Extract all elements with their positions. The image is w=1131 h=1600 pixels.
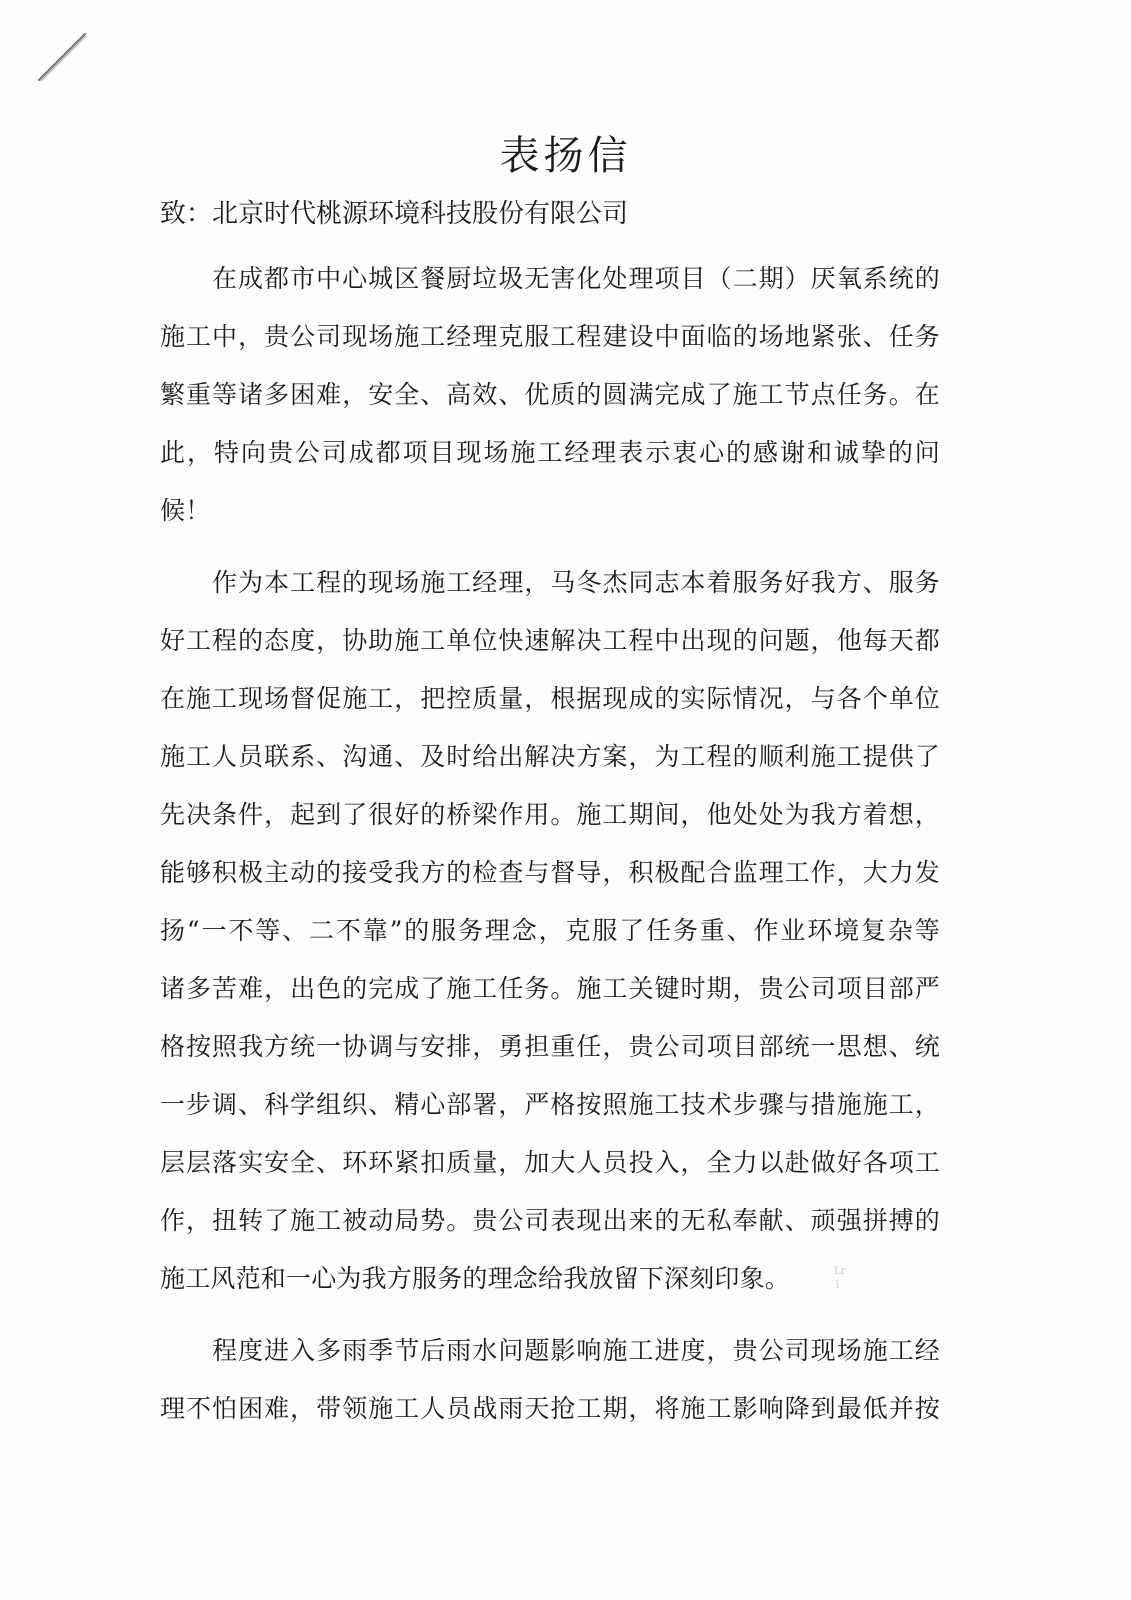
paragraph-line: 格按照我方统一协调与安排，勇担重任，贵公司项目部统一思想、统 [160,1032,940,1061]
letter-paragraph [160,554,940,1308]
paragraph-line: 在成都市中心城区餐厨垃圾无害化处理项目（二期）厌氧系统的 [212,264,940,293]
paragraph-line: 好工程的态度，协助施工单位快速解决工程中出现的问题，他每天都 [160,626,940,655]
paragraph-line: 施工人员联系、沟通、及时给出解决方案，为工程的顺利施工提供了 [160,742,940,771]
paragraph-line: 扬“一不等、二不靠”的服务理念，克服了任务重、作业环境复杂等 [160,916,940,945]
letter-recipient: 致：北京时代桃源环境科技股份有限公司 [160,199,629,229]
paragraph-line: 施工中，贵公司现场施工经理克服工程建设中面临的场地紧张、任务 [160,322,940,351]
letter-body [160,250,940,1452]
paragraph-line: 层层落实安全、环环紧扣质量，加大人员投入，全力以赴做好各项工 [160,1148,940,1177]
paragraph-line: 能够积极主动的接受我方的检查与督导，积极配合监理工作，大力发 [160,858,940,887]
paragraph-line: 作，扭转了施工被动局势。贵公司表现出来的无私奉献、顽强拼搏的 [160,1206,940,1235]
paragraph-line: 诸多苦难，出色的完成了施工任务。施工关键时期，贵公司项目部严 [160,974,940,1003]
paragraph-line: 程度进入多雨季节后雨水问题影响施工进度，贵公司现场施工经 [212,1336,940,1365]
pen-stroke-mark [35,30,91,86]
paragraph-line: 此，特向贵公司成都项目现场施工经理表示衷心的感谢和诚挚的问 [160,438,940,467]
paragraph-line: 理不怕困难，带领施工人员战雨天抢工期，将施工影响降到最低并按 [160,1394,940,1423]
letter-title: 表扬信 [499,133,632,179]
paragraph-line: 先决条件，起到了很好的桥梁作用。施工期间，他处处为我方着想， [160,800,940,829]
letter-paragraph [160,250,940,540]
paragraph-line: 在施工现场督促施工，把控质量，根据现成的实际情况，与各个单位 [160,684,940,713]
svg-text:Lr: Lr [834,1266,846,1277]
paragraph-line: 作为本工程的现场施工经理，马冬杰同志本着服务好我方、服务 [212,568,940,597]
paragraph-line: 一步调、科学组织、精心部署，严格按照施工技术步骤与措施施工， [160,1090,940,1119]
faint-stamp-mark [832,1262,854,1292]
paragraph-line: 候！ [160,496,211,525]
svg-text:ī: ī [836,1280,840,1291]
letter-paragraph [160,1322,940,1438]
paragraph-line: 繁重等诸多困难，安全、高效、优质的圆满完成了施工节点任务。在 [160,380,940,409]
paragraph-line: 施工风范和一心为我方服务的理念给我放留下深刻印象。 [160,1264,791,1293]
